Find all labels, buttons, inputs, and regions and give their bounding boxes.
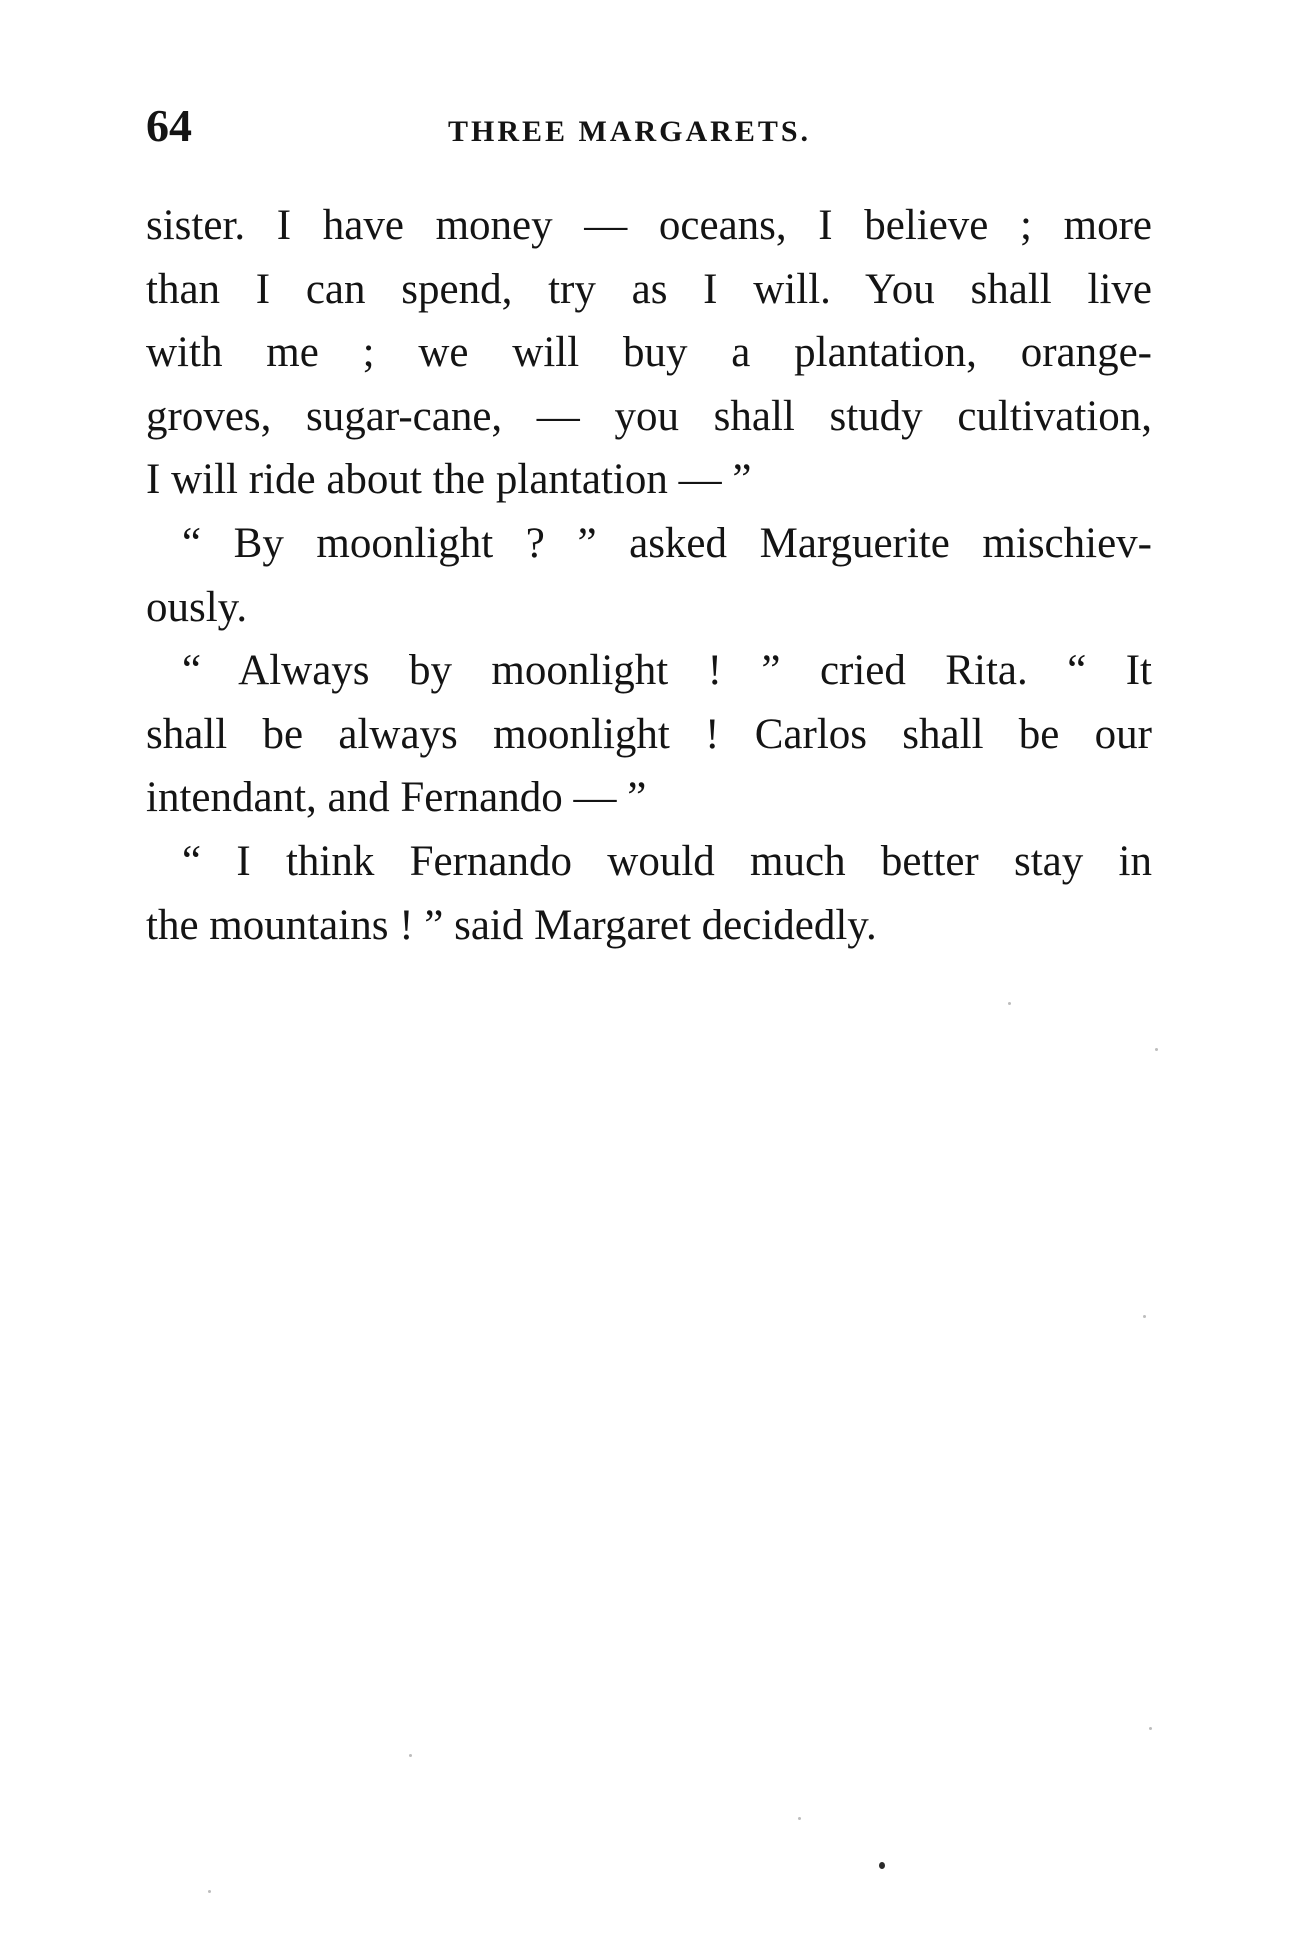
text-line: the mountains ! ” said Margaret decidedly. — [146, 901, 877, 949]
text-line: intendant, and Fernando — ” — [146, 774, 647, 822]
text-line: ously. — [146, 583, 248, 631]
text-line: “ Always by moonlight ! ” cried Rita. “ It — [182, 647, 1152, 695]
text-line: groves, sugar-cane, — you shall study cultivation, — [146, 392, 1152, 440]
page-number: 64 — [146, 100, 192, 151]
text-line: sister. I have money — oceans, I believe ; more — [146, 202, 1152, 249]
text-line: I will ride about the plantation — ” — [146, 456, 752, 504]
running-title: THREE MARGARETS. — [448, 115, 812, 148]
text-line: “ I think Fernando would much better stay in — [182, 837, 1152, 885]
text-line: than I can spend, try as I will. You shall live — [146, 265, 1152, 313]
text-line: shall be always moonlight ! Carlos shall be our — [146, 710, 1152, 758]
scan-speck — [1149, 1727, 1152, 1730]
page-header — [146, 96, 1146, 156]
scan-speck — [1155, 1048, 1158, 1051]
scan-speck — [1143, 1315, 1146, 1318]
scan-speck — [879, 1862, 885, 1869]
scan-speck — [208, 1890, 211, 1893]
text-line: with me ; we will buy a plantation, orange- — [146, 329, 1152, 377]
body-text — [146, 194, 1152, 957]
scan-speck — [798, 1817, 801, 1820]
text-line: “ By moonlight ? ” asked Marguerite mischiev- — [182, 519, 1152, 567]
scan-speck — [1008, 1002, 1011, 1005]
scan-speck — [409, 1754, 412, 1757]
